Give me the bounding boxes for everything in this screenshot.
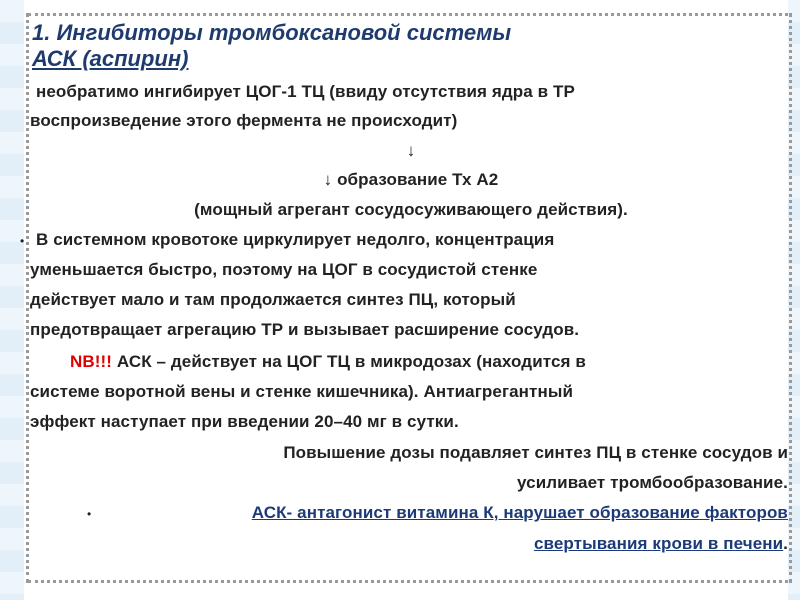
bullet-1: • [20,234,25,248]
text-line-13: усиливает тромбообразование. [517,473,788,492]
liver-text: свертывания крови в печени [533,534,784,553]
nb-line [70,352,586,372]
bullet-2: • [87,507,92,521]
text-line-11: эффект наступает при введении 20–40 мг в сутки. [30,412,459,431]
left-decor-strip [0,0,24,600]
text-line-7: действует мало и там продолжается синтез ПЦ, который [30,290,516,309]
text-line-3: ↓ образование Тх А2 [323,170,499,189]
text-line-1: необратимо ингибирует ЦОГ-1 ТЦ (ввиду отсутствия ядра в ТР [36,82,575,101]
vitamin-k-text: АСК- антагонист витамина К, нарушает образование факторов [251,503,788,522]
slide-subtitle: АСК (аспирин) [32,46,189,71]
frame-left-border [26,13,29,583]
text-line-14 [252,503,788,523]
text-line-6: уменьшается быстро, поэтому на ЦОГ в сосудистой стенке [30,260,538,279]
period: . [783,534,788,553]
frame-bottom-border [28,580,788,583]
slide-content [20,18,792,576]
nb-label: NB!!! [70,352,113,371]
text-line-2: воспроизведение этого фермента не происходит) [30,111,458,130]
down-arrow: ↓ [406,141,416,160]
text-line-12: Повышение дозы подавляет синтез ПЦ в стенке сосудов и [283,443,788,462]
slide-title: 1. Ингибиторы тромбоксановой системы [32,20,512,45]
text-line-10: системе воротной вены и стенке кишечника). Антиагрегантный [30,382,574,401]
text-line-9: АСК – действует на ЦОГ ТЦ в микродозах (находится в [112,352,586,371]
text-line-8: предотвращает агрегацию ТР и вызывает расширение сосудов. [30,320,580,339]
text-line-5: В системном кровотоке циркулирует недолго, концентрация [36,230,555,249]
text-line-15 [534,534,788,554]
frame-top-border [28,13,788,16]
text-line-4: (мощный агрегант сосудосуживающего действия). [194,200,628,219]
